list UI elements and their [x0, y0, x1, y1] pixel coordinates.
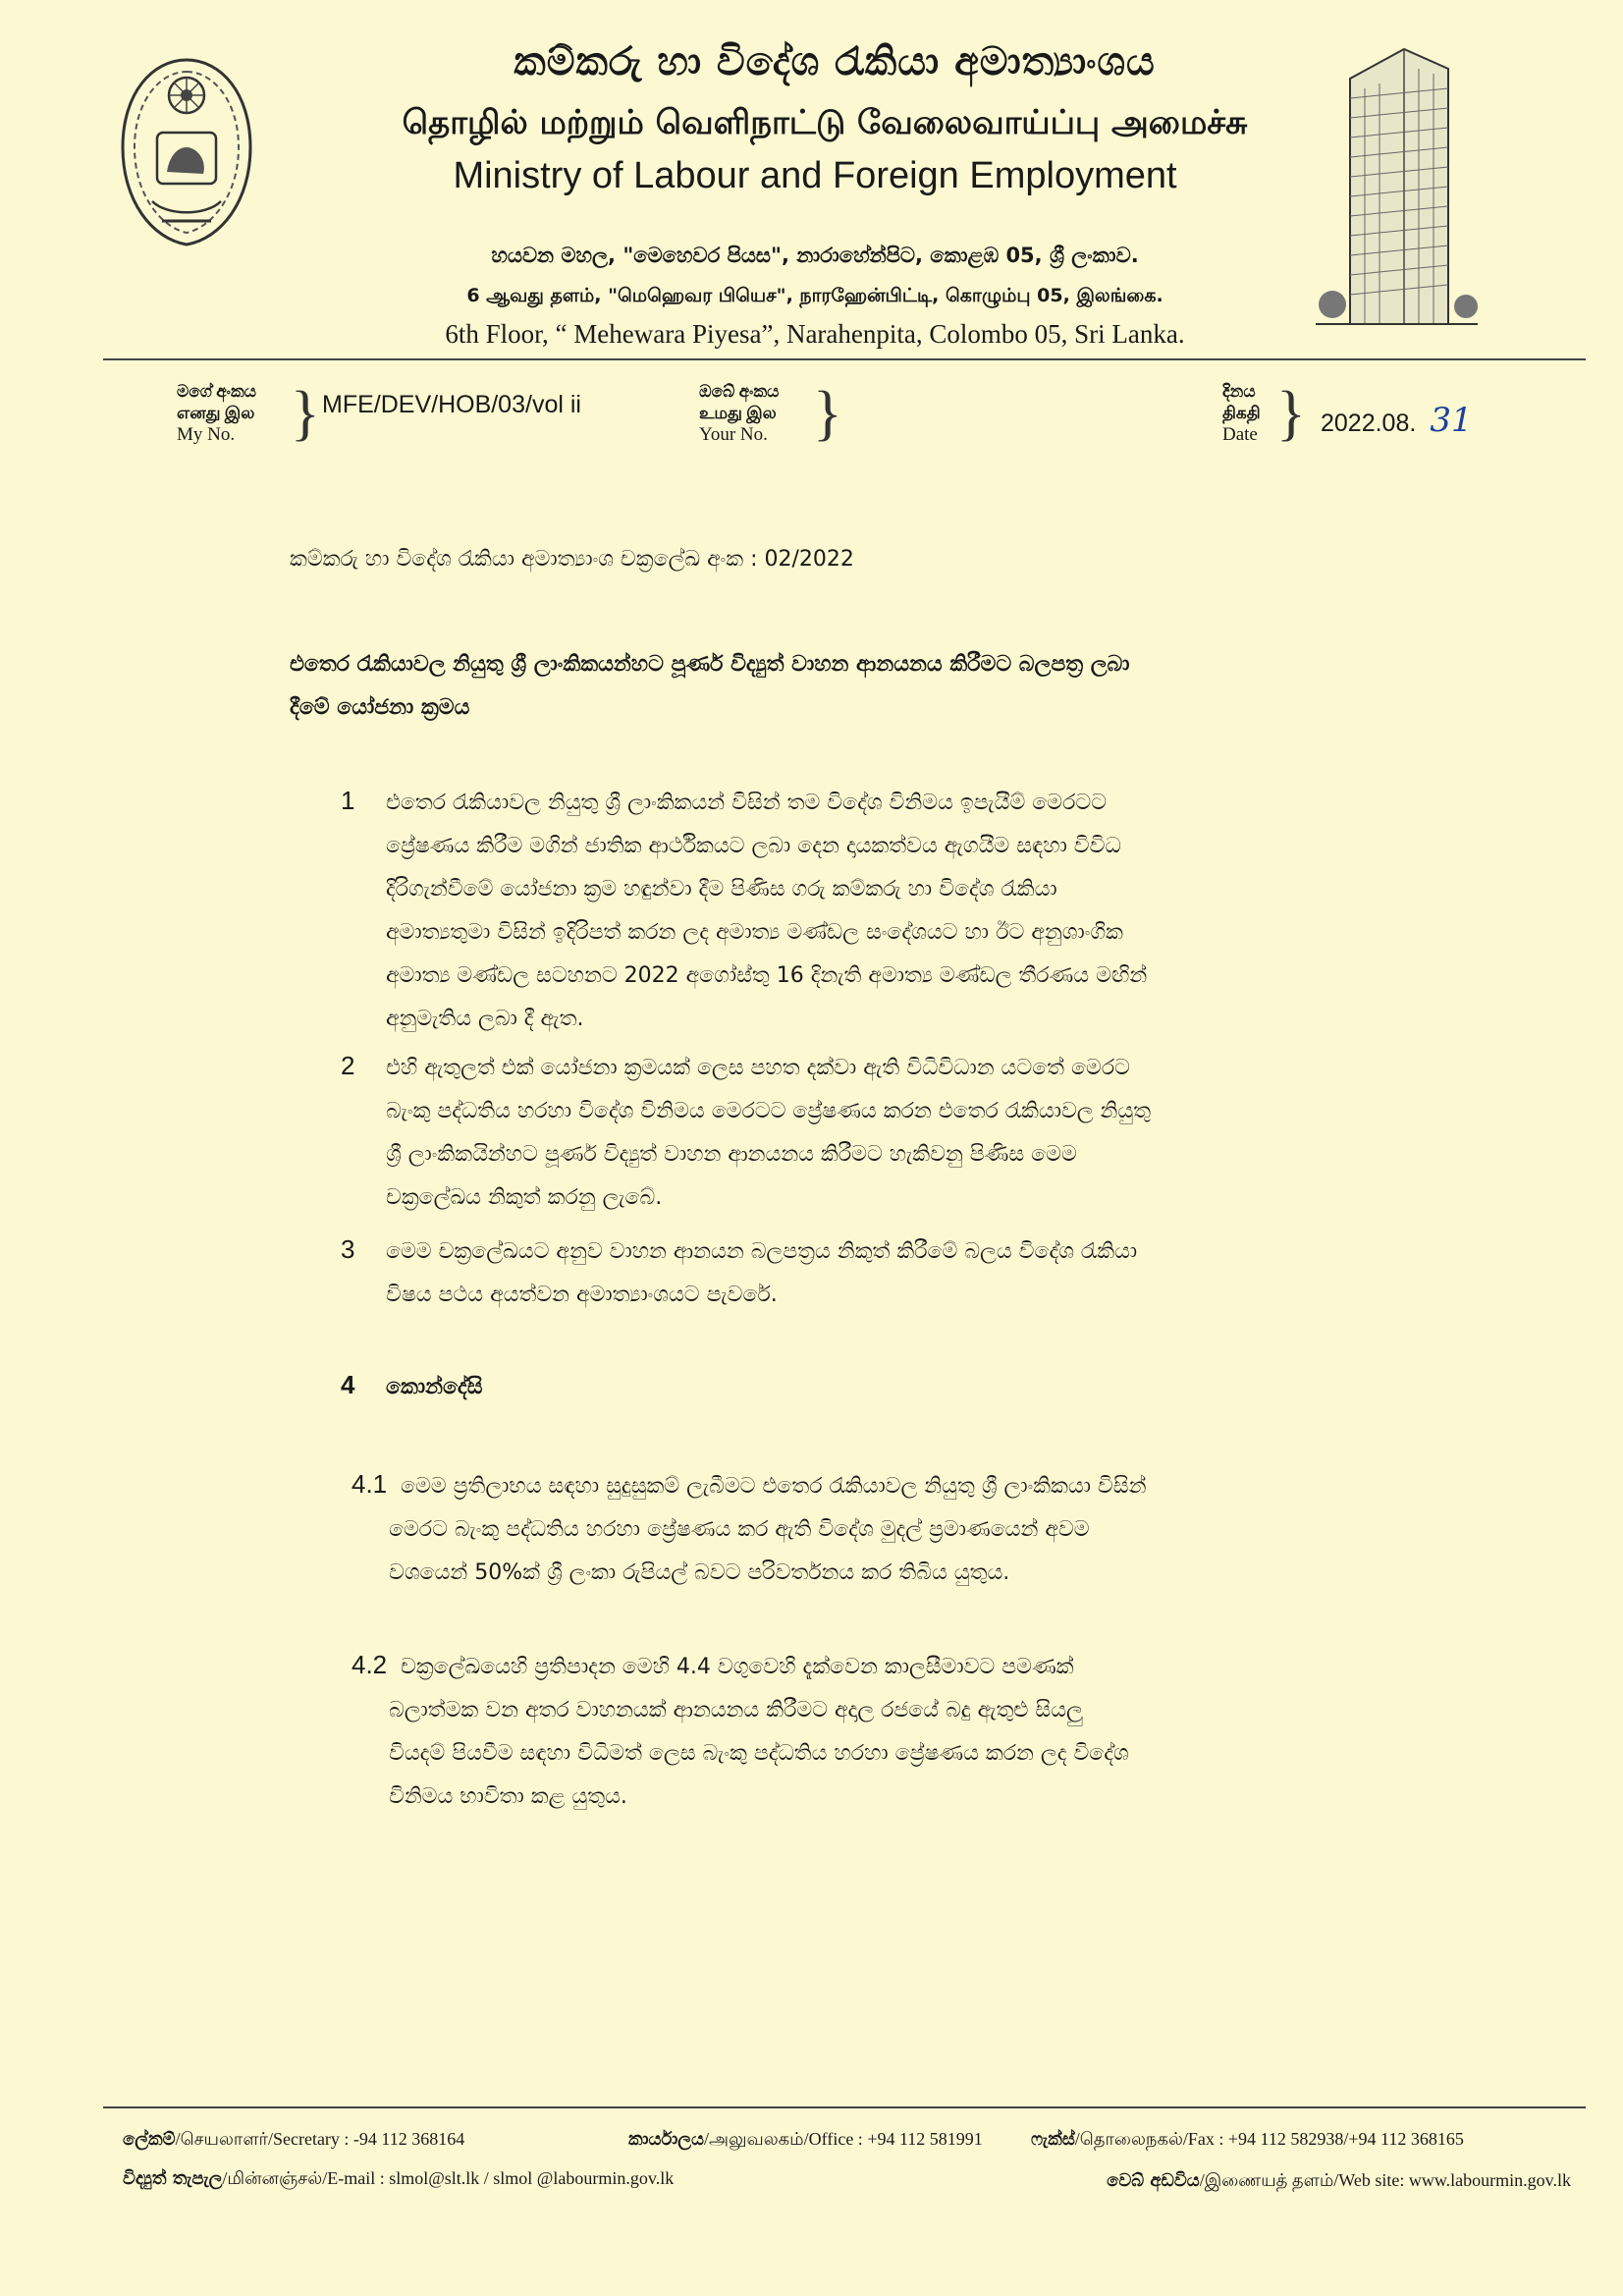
footer-office: කාර්යාලය/அலுவலகம்/Office : +94 112 581991: [628, 2129, 983, 2150]
footer-email: විද්‍යුත් තැපැල/மின்னஞ்சல்/E-mail : slmol@slt.lk / slmol @labourmin.gov.lk: [123, 2168, 675, 2189]
my-no-value: MFE/DEV/HOB/03/vol ii: [322, 391, 581, 418]
date-label: දිනය திகதி Date: [1222, 382, 1261, 445]
address-english: 6th Floor, “ Mehewara Piyesa”, Narahenpita, Colombo 05, Sri Lanka.: [445, 319, 1185, 349]
state-emblem-icon: [113, 54, 260, 250]
ministry-title-tamil: தொழில் மற்றும் வெளிநாட்டு வேலைவாய்ப்பு அமைச்சு: [402, 103, 1248, 142]
sub-4-1-text: මෙම ප්‍රතිලාභය සඳහා සුදුසුකම් ලැබීමට එතෙර රැකියාවල නියුතු ශ්‍රී ලාංකිකයා විසින් මෙරට බැංකු පද්ධතිය හරහා ප්‍රේෂණය කර ඇති විදේශ මුදල් ප්‍රමාණයෙන් අවම වශයෙන් 50%ක් ශ්‍රී ලංකා රුපියල් බවට පරිවර්තනය කර තිබිය යුතුය.: [389, 1474, 1147, 1585]
your-no-brace: }: [813, 380, 842, 447]
para-1-text: එතෙර රැකියාවල නියුතු ශ්‍රී ලාංකිකයන් විසින් තම විදේශ විනිමය ඉපැයීම් මෙරටට ප්‍රේෂණය කිරීම මගින් ජාතික ආර්ථිකයට ලබා දෙන දායකත්වය ඇගයීම සඳහා විවිධ දිරිගැන්වීමේ යෝජනා ක්‍රම හඳුන්වා දීම පිණිස ගරු කම්කරු හා විදේශ රැකියා අමාත්‍යතුමා විසින් ඉදිරිපත් කරන ලද අමාත්‍ය මණ්ඩල සංදේශයට හා ඊට අනුශාංගික අමාත්‍ය මණ්ඩල සටහනට 2022 අගෝස්තු 16 දිනැති අමාත්‍ය මණ්ඩල තීරණය මඟින් අනුමැතිය ලබා දී ඇත.: [386, 791, 1148, 1031]
sub-4-2-text: චක්‍රලේඛයෙහි ප්‍රතිපාදන මෙහි 4.4 වගුවෙහි දැක්වෙන කාලසීමාවට පමණක් බලාත්මක වන අතර වාහනයක් ආනයනය කිරීමට අදාල රජයේ බදු ඇතුළු සියලු වියදම් පියවීම සඳහා විධිමත් ලෙස බැංකු පද්ධතිය හරහා ප්‍රේෂණය කරන ලද විදේශ විනිමය භාවිතා කළ යුතුය.: [389, 1655, 1129, 1809]
address-sinhala: හයවන මහල, "මෙහෙවර පියස", නාරාහේන්පිට, කොළඹ 05, ශ්‍රී ලංකාව.: [491, 244, 1139, 267]
circular-number: කම්කරු හා විදේශ රැකියා අමාත්‍යාංශ චක්‍රලේඛ අංක : 02/2022: [290, 547, 854, 572]
section-4-title: කොන්දේසි: [386, 1375, 483, 1399]
para-3-number: 3: [341, 1234, 355, 1264]
ministry-building-icon: [1311, 39, 1483, 334]
para-3-text: මෙම චක්‍රලේඛයට අනුව වාහන ආනයන බලපත්‍රය නිකුත් කිරීමේ බලය විදේශ රැකියා විෂය පථය අයත්වන අමාත්‍යාංශයට පැවරේ.: [386, 1239, 1138, 1307]
footer-divider: [103, 2106, 1586, 2108]
date-brace: }: [1276, 380, 1306, 447]
sub-4-2-number: 4.2: [352, 1650, 388, 1679]
address-tamil: 6 ஆவது தளம், "மெஹெவர பியெச", நாரஹேன்பிட்டி, கொழும்பு 05, இலங்கை.: [466, 285, 1163, 306]
section-4-number: 4: [341, 1370, 355, 1399]
ministry-title-sinhala: කම්කරු හා විදේශ රැකියා අමාත්‍යාංශය: [514, 39, 1156, 84]
footer-secretary: ලේකම්/செயலாளர்/Secretary : -94 112 368164: [123, 2129, 465, 2150]
sub-4-1-number: 4.1: [352, 1469, 388, 1499]
my-no-label: මගේ අංකය எனது இல My No.: [177, 382, 257, 445]
ministry-title-english: Ministry of Labour and Foreign Employment: [453, 155, 1177, 196]
para-2-number: 2: [341, 1051, 355, 1080]
your-no-label: ඔබේ අංකය உமது இல Your No.: [699, 382, 780, 445]
subject-heading: එතෙර රැකියාවල නියුතු ශ්‍රී ලාංකිකයන්හට පූර්ණ විද්‍යුත් වාහන ආනයනය කිරීමට බලපත්‍ර ලබා දීමේ යෝජනා ක්‍රමය: [290, 652, 1130, 720]
para-2-text: එහි ඇතුලත් එක් යෝජනා ක්‍රමයක් ලෙස පහත දක්වා ඇති විධිවිධාන යටතේ මෙරට බැංකු පද්ධතිය හරහා විදේශ විනිමය මෙරටට ප්‍රේෂණය කරන එතෙර රැකියාවල නියුතු ශ්‍රී ලාංකිකයින්හට පූර්ණ විද්‍යුත් වාහන ආනයනය කිරීමට හැකිවනු පිණිස මෙම චක්‍රලේඛය නිකුත් කරනු ලැබේ.: [386, 1056, 1152, 1210]
my-no-brace: }: [291, 380, 320, 447]
date-value: 2022.08. 31: [1321, 401, 1473, 440]
footer-fax: ෆැක්ස්/தொலைநகல்/Fax : +94 112 582938/+94 112 368165: [1031, 2129, 1464, 2150]
header-divider: [103, 358, 1586, 360]
para-1-number: 1: [341, 786, 355, 815]
date-handwritten-day: 31: [1430, 401, 1473, 440]
footer-website: වෙබ් අඩවිය/இணையத் தளம்/Web site: www.labourmin.gov.lk: [1107, 2170, 1571, 2191]
